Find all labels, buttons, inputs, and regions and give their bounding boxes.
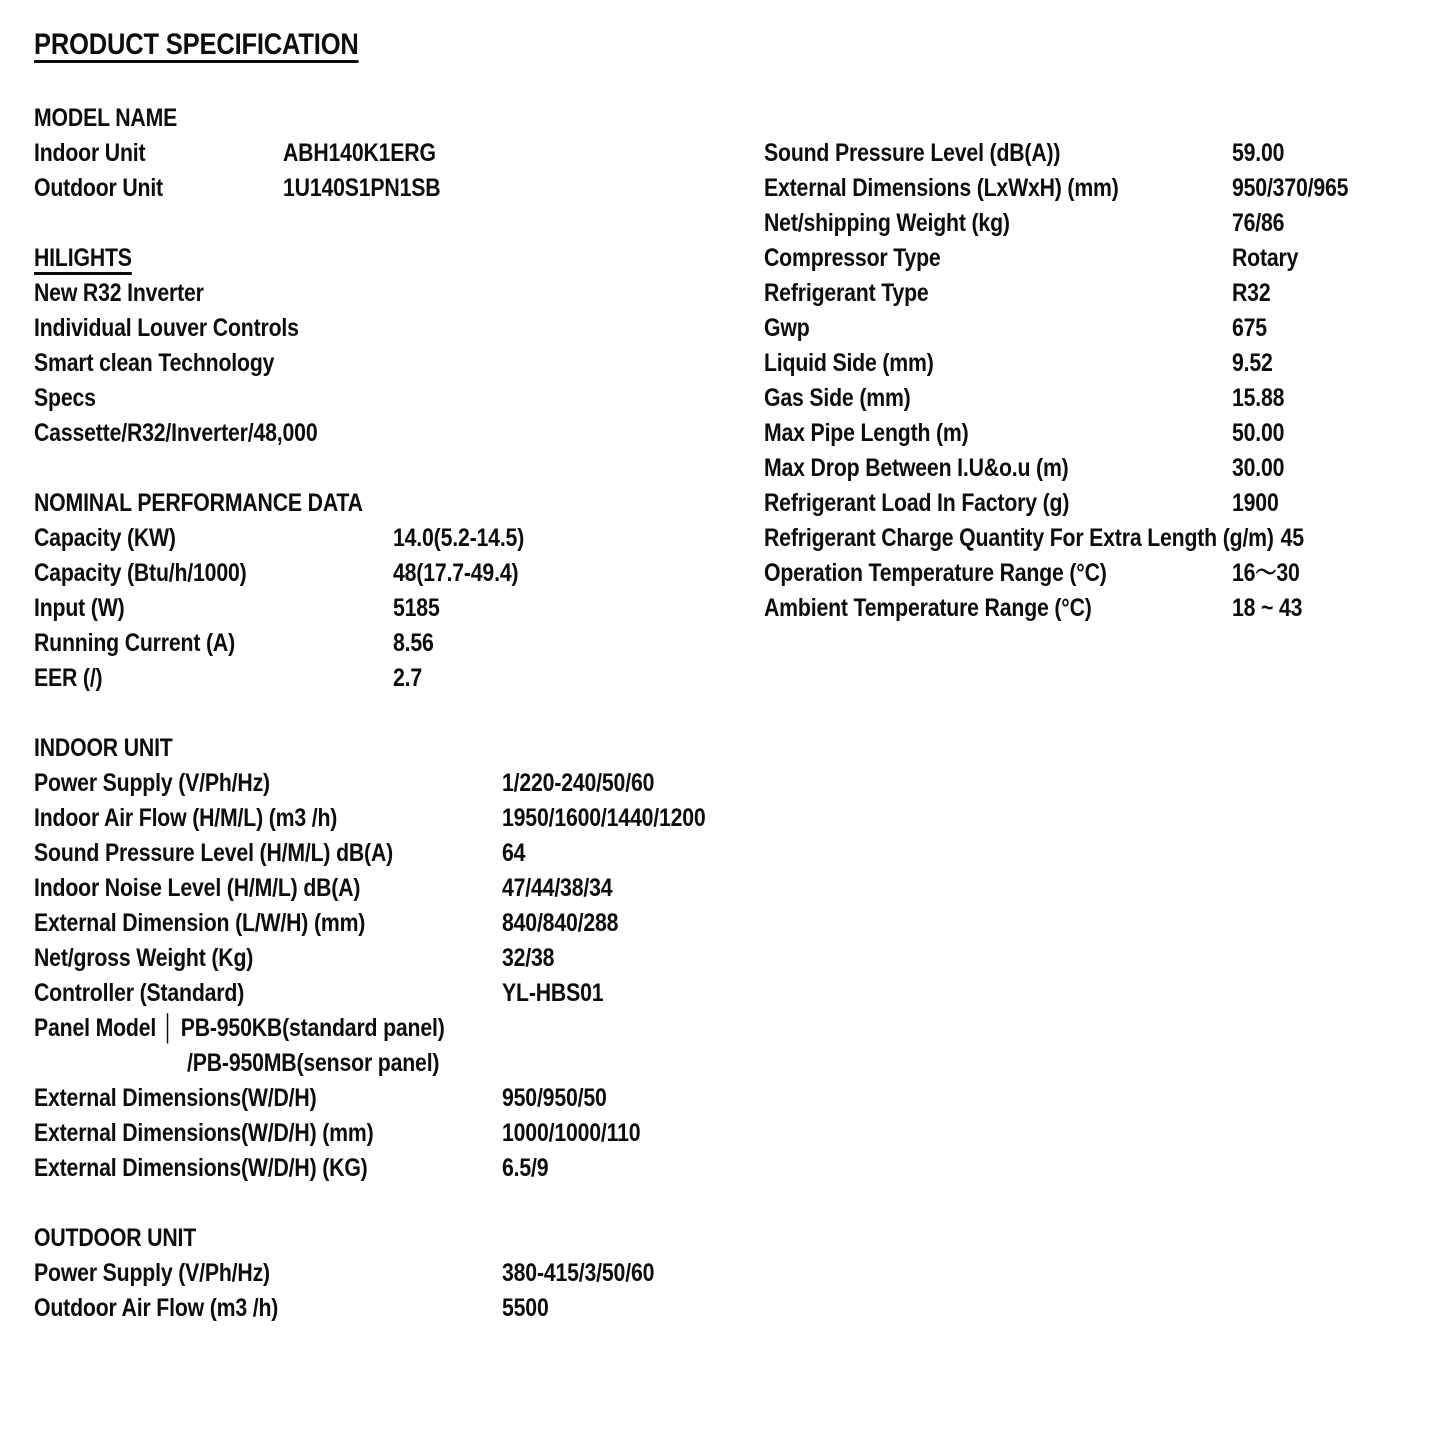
spec-label: Net/gross Weight (Kg): [34, 944, 254, 972]
spec-label: Refrigerant Load In Factory (g): [764, 489, 1070, 517]
spec-label: External Dimension (L/W/H) (mm): [34, 909, 366, 937]
spec-row: [34, 1291, 750, 1326]
spec-label: Sound Pressure Level (H/M/L) dB(A): [34, 839, 394, 867]
spec-value: 2.7: [393, 664, 423, 692]
spec-value: 9.52: [1232, 349, 1273, 377]
spec-row: [34, 871, 750, 906]
spec-value: 16〜30: [1232, 559, 1300, 587]
spec-value: 48(17.7-49.4): [393, 559, 519, 587]
spec-label: Power Supply (V/Ph/Hz): [34, 1259, 270, 1287]
spec-label: Max Pipe Length (m): [764, 419, 969, 447]
page-title: [34, 26, 416, 64]
spec-label: External Dimensions(W/D/H): [34, 1084, 317, 1112]
spec-label: /PB-950MB(sensor panel): [187, 1049, 440, 1077]
spec-label: Panel Model │ PB-950KB(standard panel): [34, 1014, 445, 1042]
spec-value: ABH140K1ERG: [283, 139, 436, 167]
spec-label: Gas Side (mm): [764, 384, 911, 412]
spec-row: [34, 836, 750, 871]
spec-row: [34, 1256, 750, 1291]
spec-value: R32: [1232, 279, 1271, 307]
spec-row: [34, 626, 750, 661]
spec-value: 45: [1280, 524, 1304, 552]
spec-row: [34, 591, 750, 626]
spec-value: 1/220-240/50/60: [502, 769, 655, 797]
right-column: [764, 136, 1436, 626]
spec-row: [34, 521, 750, 556]
spec-row: [34, 556, 750, 591]
spec-value: 840/840/288: [502, 909, 619, 937]
spec-label: External Dimensions (LxWxH) (mm): [764, 174, 1119, 202]
spec-label: Indoor Noise Level (H/M/L) dB(A): [34, 874, 361, 902]
spec-row: [764, 136, 1436, 171]
spec-label: Refrigerant Charge Quantity For Extra Length (g/m): [764, 524, 1274, 552]
spec-value: 5500: [502, 1294, 549, 1322]
spec-value: 59.00: [1232, 139, 1285, 167]
spec-row: [764, 451, 1436, 486]
spec-value: 1900: [1232, 489, 1279, 517]
spec-row: [34, 1151, 750, 1186]
spec-label: Sound Pressure Level (dB(A)): [764, 139, 1061, 167]
spec-value: YL-HBS01: [502, 979, 604, 1007]
spec-value: 1U140S1PN1SB: [283, 174, 441, 202]
spec-row: [764, 381, 1436, 416]
spec-value: 30.00: [1232, 454, 1285, 482]
spec-value: 6.5/9: [502, 1154, 549, 1182]
spec-value: 32/38: [502, 944, 555, 972]
spec-row: [764, 416, 1436, 451]
hilight-item: Specs: [34, 384, 96, 412]
spec-label: External Dimensions(W/D/H) (mm): [34, 1119, 374, 1147]
left-column: [34, 101, 750, 1326]
spec-label: Running Current (A): [34, 629, 235, 657]
spec-row: [34, 766, 750, 801]
spec-value: 5185: [393, 594, 440, 622]
spec-label: Gwp: [764, 314, 810, 342]
spec-row: [34, 136, 750, 171]
section-heading-outdoor-unit: OUTDOOR UNIT: [34, 1224, 197, 1252]
spec-value: 76/86: [1232, 209, 1285, 237]
spec-label: Max Drop Between I.U&o.u (m): [764, 454, 1069, 482]
spec-row: [34, 171, 750, 206]
spec-row: [764, 171, 1436, 206]
section-heading-nominal-performance: NOMINAL PERFORMANCE DATA: [34, 489, 363, 517]
spec-value: 8.56: [393, 629, 434, 657]
spec-row: [34, 1116, 750, 1151]
hilight-item: Individual Louver Controls: [34, 314, 299, 342]
spec-value: 675: [1232, 314, 1267, 342]
spec-value: 14.0(5.2-14.5): [393, 524, 525, 552]
spec-row: [764, 591, 1436, 626]
spec-row: [764, 346, 1436, 381]
spec-value: 950/370/965: [1232, 174, 1349, 202]
spec-label: EER (/): [34, 664, 103, 692]
spec-row: [764, 556, 1436, 591]
spec-value: 50.00: [1232, 419, 1285, 447]
spec-row: [34, 661, 750, 696]
spec-value: 1950/1600/1440/1200: [502, 804, 706, 832]
spec-row: [34, 1011, 750, 1046]
spec-row: [764, 276, 1436, 311]
spec-row: [764, 241, 1436, 276]
spec-row: [34, 1081, 750, 1116]
spec-row: [764, 486, 1436, 521]
spec-value: 64: [502, 839, 526, 867]
spec-value: Rotary: [1232, 244, 1299, 272]
spec-label: Liquid Side (mm): [764, 349, 934, 377]
spec-label: Input (W): [34, 594, 125, 622]
spec-value: 380-415/3/50/60: [502, 1259, 655, 1287]
spec-label: Compressor Type: [764, 244, 941, 272]
spec-row: [34, 1046, 750, 1081]
spec-label: Net/shipping Weight (kg): [764, 209, 1010, 237]
spec-label: External Dimensions(W/D/H) (KG): [34, 1154, 368, 1182]
spec-label: Refrigerant Type: [764, 279, 929, 307]
hilight-item: Smart clean Technology: [34, 349, 275, 377]
section-heading-hilights: HILIGHTS: [34, 244, 132, 272]
spec-label: Indoor Air Flow (H/M/L) (m3 /h): [34, 804, 338, 832]
spec-label: Operation Temperature Range (°C): [764, 559, 1107, 587]
spec-value: 950/950/50: [502, 1084, 607, 1112]
spec-label: Outdoor Unit: [34, 174, 163, 202]
spec-row: [764, 206, 1436, 241]
spec-value: 15.88: [1232, 384, 1285, 412]
hilight-item: New R32 Inverter: [34, 279, 204, 307]
spec-label: Capacity (KW): [34, 524, 176, 552]
spec-row: [34, 976, 750, 1011]
spec-label: Controller (Standard): [34, 979, 245, 1007]
spec-label: Capacity (Btu/h/1000): [34, 559, 247, 587]
spec-label: Power Supply (V/Ph/Hz): [34, 769, 270, 797]
spec-row: [764, 311, 1436, 346]
section-heading-indoor-unit: INDOOR UNIT: [34, 734, 173, 762]
spec-label: Indoor Unit: [34, 139, 146, 167]
spec-value: 1000/1000/110: [502, 1119, 641, 1147]
spec-row: [764, 521, 1436, 556]
page-title-text: PRODUCT SPECIFICATION: [34, 28, 359, 61]
spec-label: Outdoor Air Flow (m3 /h): [34, 1294, 279, 1322]
spec-value: 47/44/38/34: [502, 874, 613, 902]
spec-label: Ambient Temperature Range (°C): [764, 594, 1092, 622]
section-heading-model-name: MODEL NAME: [34, 104, 178, 132]
spec-row: [34, 941, 750, 976]
spec-value: 18 ~ 43: [1232, 594, 1303, 622]
hilight-item: Cassette/R32/Inverter/48,000: [34, 419, 318, 447]
spec-row: [34, 906, 750, 941]
spec-row: [34, 801, 750, 836]
